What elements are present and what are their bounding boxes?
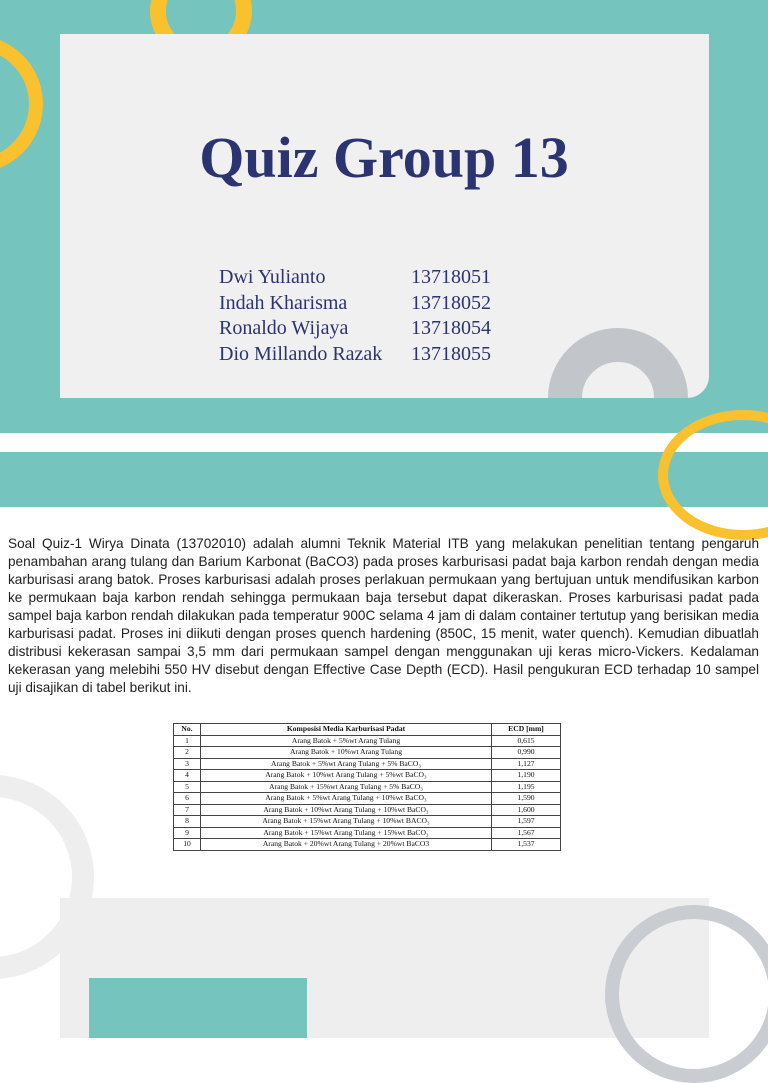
- member-row: [219, 265, 491, 291]
- table-header-row: [174, 724, 561, 736]
- cell-komposisi: Arang Batok + 5%wt Arang Tulang + 10%wt BaCO₃: [201, 793, 492, 805]
- cell-ecd: 1,590: [492, 793, 561, 805]
- cell-ecd: 0,615: [492, 735, 561, 747]
- cell-ecd: 1,195: [492, 781, 561, 793]
- ecd-table: [173, 723, 561, 851]
- cell-ecd: 1,600: [492, 804, 561, 816]
- cell-no: 10: [174, 839, 201, 851]
- slide-header-band: [0, 452, 768, 507]
- cell-komposisi: Arang Batok + 10%wt Arang Tulang + 5%wt BaCO₃: [201, 770, 492, 782]
- header-komposisi: Komposisi Media Karburisasi Padat: [201, 724, 492, 736]
- member-nim: 13718051: [411, 266, 491, 288]
- cell-no: 4: [174, 770, 201, 782]
- cell-ecd: 1,567: [492, 827, 561, 839]
- table-row: [174, 827, 561, 839]
- table-body: [174, 735, 561, 850]
- member-row: [219, 291, 491, 317]
- problem-paragraph: Soal Quiz-1 Wirya Dinata (13702010) adalah alumni Teknik Material ITB yang melakukan penelitian tentang pengaruh penambahan arang tulang dan Barium Karbonat (BaCO3) pada proses karburisasi padat baja karbon rendah dengan media karburisasi arang batok. Proses karburisasi adalah proses perlakuan permukaan yang bertujuan untuk mendifusikan karbon ke permukaan baja karbon rendah sehingga permukaan baja tersebut dapat dikeraskan. Proses karburisasi padat pada sampel baja karbon rendah dilakukan pada temperatur 900C selama 4 jam di dalam container tertutup yang berisikan media karburisasi padat. Proses ini diikuti dengan proses quench hardening (850C, 15 menit, water quench). Kemudian dibuatlah distribusi kekerasan sampai 3,5 mm dari permukaan sampel dengan menggunakan uji keras micro-Vickers. Kedalaman kekerasan yang melebihi 550 HV disebut dengan Effective Case Depth (ECD). Hasil pengukuran ECD terhadap 10 sampel uji disajikan di tabel berikut ini.: [8, 536, 759, 695]
- cell-komposisi: Arang Batok + 15%wt Arang Tulang + 15%wt BaCO₃: [201, 827, 492, 839]
- cell-no: 6: [174, 793, 201, 805]
- cell-ecd: 0,990: [492, 747, 561, 759]
- table-row: [174, 804, 561, 816]
- cell-ecd: 1,537: [492, 839, 561, 851]
- cell-no: 5: [174, 781, 201, 793]
- table-row: [174, 735, 561, 747]
- header-no: No.: [174, 724, 201, 736]
- title-slide: [0, 0, 768, 433]
- cell-no: 1: [174, 735, 201, 747]
- cell-no: 7: [174, 804, 201, 816]
- member-row: [219, 342, 491, 368]
- next-slide-block: [89, 978, 307, 1038]
- member-nim: 13718052: [411, 291, 491, 314]
- cell-komposisi: Arang Batok + 5%wt Arang Tulang + 5% BaCO₃: [201, 758, 492, 770]
- slide-title: Quiz Group 13: [199, 125, 569, 190]
- member-list: [219, 265, 491, 367]
- table-row: [174, 781, 561, 793]
- cell-komposisi: Arang Batok + 15%wt Arang Tulang + 5% BaCO₃: [201, 781, 492, 793]
- header-ecd: ECD [mm]: [492, 724, 561, 736]
- decorative-ring: [605, 905, 768, 1083]
- table-row: [174, 839, 561, 851]
- member-name: Dwi Yulianto: [219, 266, 326, 288]
- cell-no: 8: [174, 816, 201, 828]
- member-nim: 13718055: [411, 342, 491, 365]
- cell-komposisi: Arang Batok + 10%wt Arang Tulang: [201, 747, 492, 759]
- table-row: [174, 747, 561, 759]
- cell-komposisi: Arang Batok + 20%wt Arang Tulang + 20%wt BaCO3: [201, 839, 492, 851]
- cell-no: 3: [174, 758, 201, 770]
- cell-ecd: 1,127: [492, 758, 561, 770]
- table-row: [174, 816, 561, 828]
- cell-komposisi: Arang Batok + 10%wt Arang Tulang + 10%wt BaCO₃: [201, 804, 492, 816]
- cell-komposisi: Arang Batok + 5%wt Arang Tulang: [201, 735, 492, 747]
- table-row: [174, 758, 561, 770]
- cell-ecd: 1,190: [492, 770, 561, 782]
- table-row: [174, 770, 561, 782]
- member-name: Dio Millando Razak: [219, 342, 383, 365]
- member-name: Ronaldo Wijaya: [219, 317, 349, 339]
- decorative-ring: [548, 328, 688, 398]
- cell-ecd: 1,597: [492, 816, 561, 828]
- member-name: Indah Kharisma: [219, 291, 348, 314]
- cell-komposisi: Arang Batok + 15%wt Arang Tulang + 10%wt BACO₃: [201, 816, 492, 828]
- member-nim: 13718054: [411, 317, 491, 339]
- cell-no: 2: [174, 747, 201, 759]
- table-row: [174, 793, 561, 805]
- member-row: [219, 316, 491, 342]
- cell-no: 9: [174, 827, 201, 839]
